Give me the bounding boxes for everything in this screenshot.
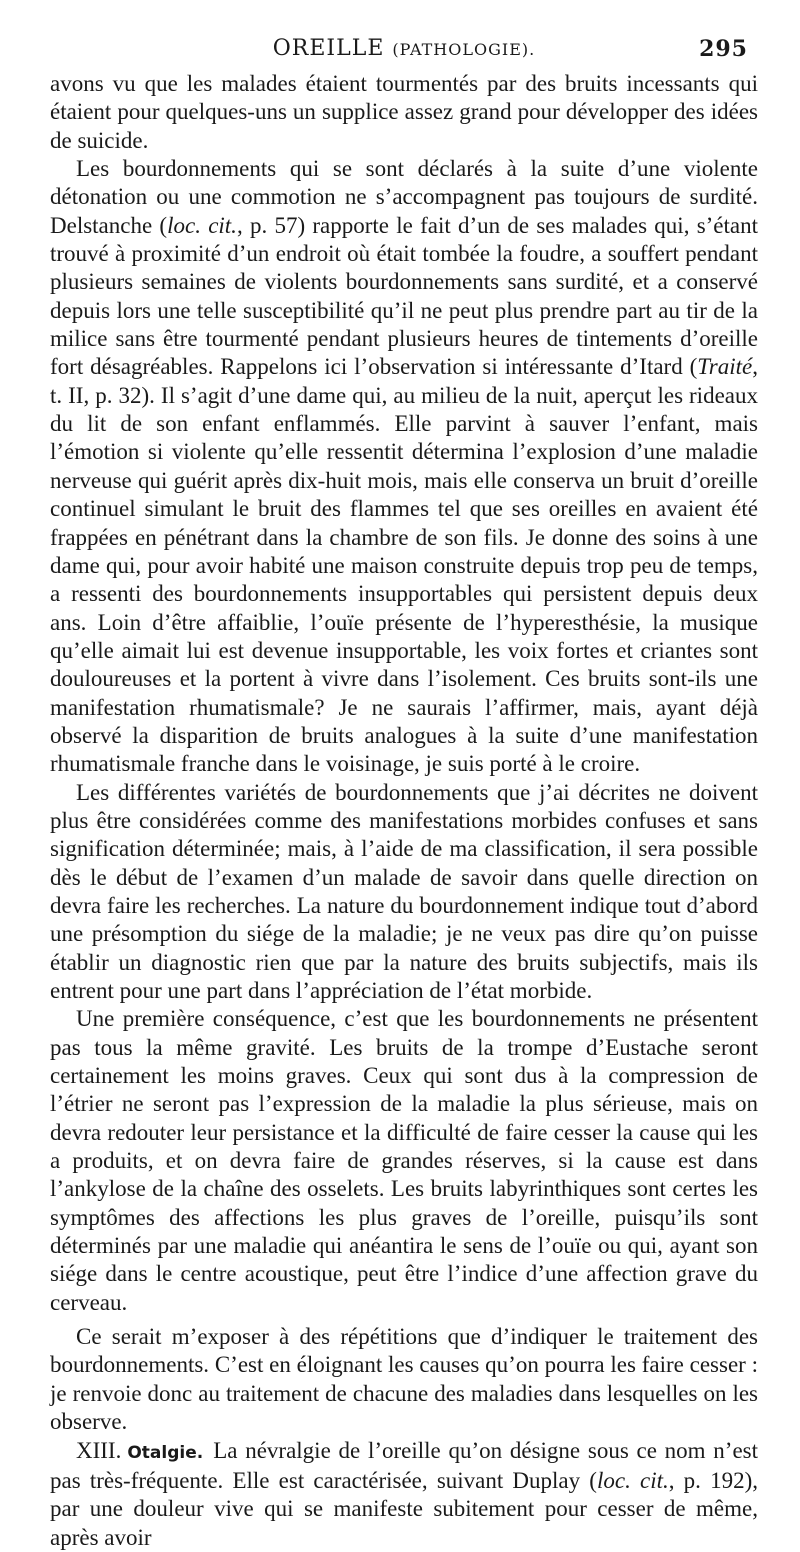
paragraph-3: Les différentes variétés de bourdonnements que j’ai décrites ne doivent plus être considérées comme des manifestations morbides confuses et sans signification déterminée; mais, à l’aide de ma classification, il sera possible dès le début de l’examen d’un malade de savoir dans quelle direction on devra faire les recherches. La nature du bourdonnement indique tout d’abord une présomption du siége de la maladie; je ne veux pas dire qu’on puisse établir un diagnostic rien que par la nature des bruits subjectifs, mais ils entrent pour une part dans l’appréciation de l’état morbide. (50, 779, 758, 1003)
paragraph-2 (50, 155, 758, 779)
section-text-b: , p. 192), par une douleur vive qui se manifeste subitement pour cesser de même, après avoir (50, 1467, 758, 1550)
paragraph-2-part-a: Les bourdonnements qui se sont déclarés à la suite d’une violente détonation ou une commotion ne s’accompagnent pas toujours de surdité. Delstanche ( (50, 156, 758, 238)
paragraph-5: Ce serait m’exposer à des répétitions que d’indiquer le traitement des bourdonnements. C’est en éloignant les causes qu’on pourra les faire cesser : je renvoie donc au traitement de chacune des maladies dans lesquelles on les observe. (50, 1324, 758, 1435)
body-text (50, 70, 758, 1552)
paragraph-1: avons vu que les malades étaient tourmentés par des bruits incessants qui étaient pour quelques-uns un supplice assez grand pour développer des idées de suicide. (50, 71, 758, 153)
citation-traite: Traité (697, 354, 753, 380)
section-otalgie (50, 1437, 758, 1552)
section-citation: loc. cit. (596, 1467, 669, 1493)
section-text-a: La névralgie de l’oreille qu’on désigne sous ce nom n’est pas très-fréquente. Elle est caractérisée, suivant Duplay ( (50, 1437, 758, 1493)
section-title: Otalgie. (127, 1442, 204, 1463)
citation-loc-cit: loc. cit. (167, 212, 237, 238)
paragraph-4: Une première conséquence, c’est que les bourdonnements ne présentent pas tous la même gravité. Les bruits de la trompe d’Eustache seront certainement les moins graves. Ceux qui sont dus à la compression de l’étrier ne seront pas l’expression de la maladie la plus sérieuse, mais on devra redouter leur persistance et la difficulté de faire cesser la cause qui les a produits, et on devra faire de grandes réserves, si la cause est dans l’ankylose de la chaîne des osselets. Les bruits labyrinthiques sont certes les symptômes des affections les plus graves de l’oreille, puisqu’ils sont déterminés par une maladie qui anéantira le sens de l’ouïe ou qui, ayant son siége dans le centre acoustique, peut être l’indice d’une affection grave du cerveau. (50, 1006, 758, 1315)
running-title (50, 36, 758, 61)
header-title: OREILLE (272, 36, 385, 61)
header-subtitle: (PATHOLOGIE). (392, 40, 536, 59)
section-number: XIII. (76, 1437, 122, 1463)
paragraph-2-part-b: , p. 57) rapporte le fait d’un de ses malades qui, s’étant trouvé à proximité d’un endroit où était tombée la foudre, a souffert pendant plusieurs semaines de violents bourdonnements sans surdité, et a conservé depuis lors une telle susceptibilité qu’il ne peut plus prendre part au tir de la milice sans être tourmenté pendant plusieurs heures de tintements d’oreille fort désagréables. Rappelons ici l’observation si intéressante d’Itard ( (50, 212, 758, 380)
page-number: 295 (699, 36, 748, 62)
paragraph-2-part-c: , t. II, p. 32). Il s’agit d’une dame qui, au milieu de la nuit, aperçut les rideaux du lit de son enfant enflammés. Elle parvint à sauver l’enfant, mais l’émotion si violente qu’elle ressentit détermina l’explosion d’une maladie nerveuse qui guérit après dix-huit mois, mais elle conserva un bruit d’oreille continuel simulant le bruit des flammes tel que ses oreilles en avaient été frappées en pénétrant dans la chambre de son fils. Je donne des soins à une dame qui, pour avoir habité une maison construite depuis trop peu de temps, a ressenti des bourdonnements insupportables qui persistent depuis deux ans. Loin d’être affaiblie, l’ouïe présente de l’hyperesthésie, la musique qu’elle aimait lui est devenue insupportable, les voix fortes et criantes sont douloureuses et la portent à vivre dans l’isolement. Ces bruits sont-ils une manifestation rhumatismale? Je ne saurais l’affirmer, mais, ayant déjà observé la disparition de bruits analogues à la suite d’une manifestation rhumatismale franche dans le voisinage, je suis porté à le croire. (50, 354, 758, 777)
running-header (50, 36, 758, 70)
